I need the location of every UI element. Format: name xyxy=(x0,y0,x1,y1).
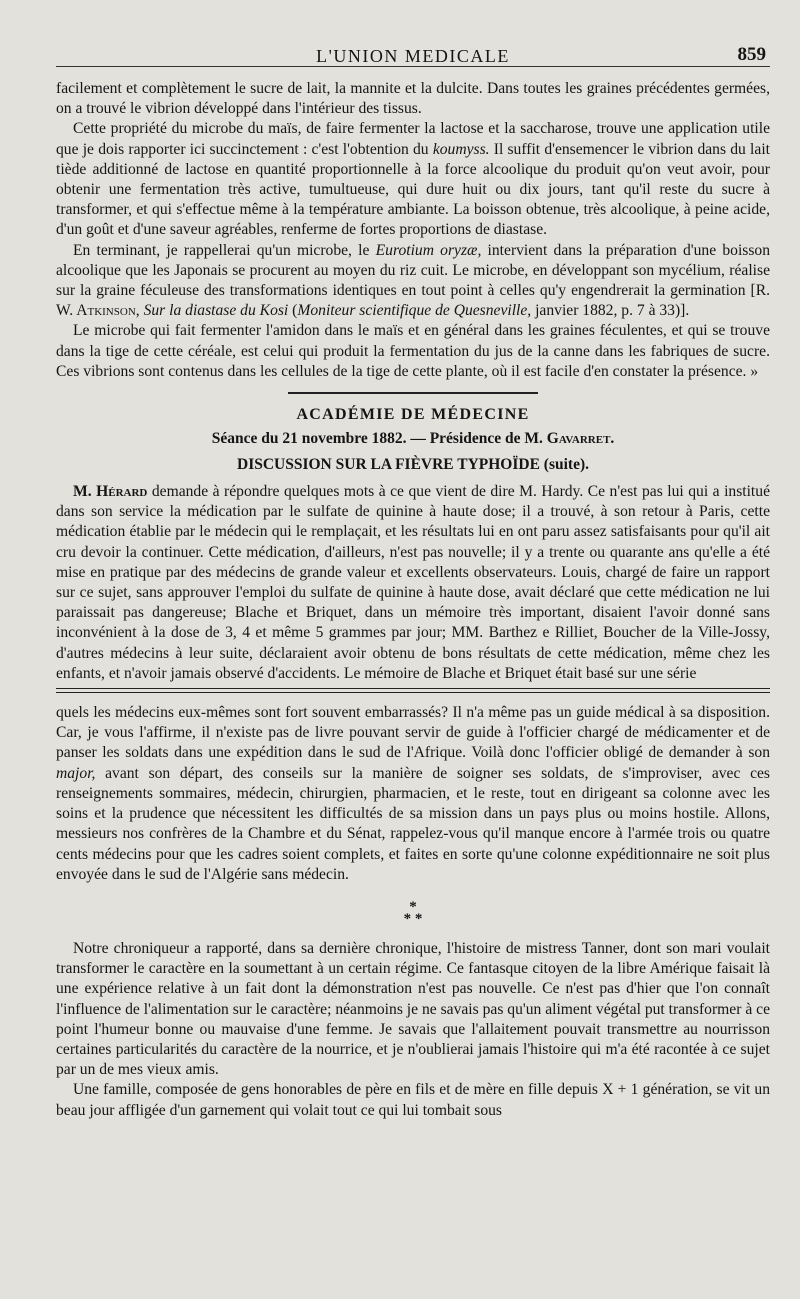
running-header xyxy=(56,36,770,67)
emphasis: Sur la diastase du Kosi xyxy=(139,302,289,320)
page-number: 859 xyxy=(737,44,766,65)
feuilleton-section xyxy=(56,703,770,1121)
academie-section xyxy=(56,406,770,684)
paragraph: Une famille, composée de gens honorables de père en fils et de mère en fille depuis X + 1 génération, se vit un beau jour affligée d'un garnement qui volait tout ce qui lui tombait sous xyxy=(56,1081,770,1119)
session-line: Séance du 21 novembre 1882. — Présidence de M. Gavarret. xyxy=(211,430,615,448)
paragraph: quels les médecins eux-mêmes sont fort souvent embarrassés? Il n'a même pas un guide médical à sa disposition. Car, je vous l'affirme, il n'existe pas de livre pouvant servir de guide à l'officier chargé de médicamenter et de panser les soldats dans une expédition dans le sud de l'Afrique. Voilà donc l'officier obligé de demander à son major, avant son départ, des conseils sur la manière de soigner ses soldats, de s'improviser, avec ces renseignements sommaires, médecin, chirurgien, pharmacien, et le reste, tout en dirigeant sa colonne avec les soins et la prudence que nécessitent les difficultés de sa mission dans un pays plus ou moins hostile. Allons, messieurs nos confrères de la Chambre et du Sénat, rappelez-vous qu'il manque encore à l'armée trois ou quatre cents médecins pour que les cadres soient complets, et faites en sorte qu'une colonne expéditionnaire ne soit plus envoyée dans le sud de l'Algérie sans médecin. xyxy=(56,704,770,883)
asterism: * * * xyxy=(403,898,423,927)
emphasis: major, xyxy=(56,764,96,782)
paragraph: Cette propriété du microbe du maïs, de faire fermenter la lactose et la saccharose, trouve une application utile que je dois rapporter ici succinctement : c'est l'obtention du koumyss. Il suffit d'ensemencer le vibrion dans du lait tiède additionné de lactose en quantité proportionnelle à la force alcoolique du produit qu'on veut avoir, pour obtenir une fermentation très active, tumultueuse, qui dure huit ou dix jours, tant qu'il reste du sucre à transformer, et qui s'effectue même à la température ambiante. La boisson obtenue, très alcoolique, à peine acide, d'un goût et d'une saveur agréables, renferme de fortes proportions de diastase. xyxy=(56,120,770,239)
feuilleton-divider xyxy=(56,688,770,693)
paragraph: Le microbe qui fait fermenter l'amidon dans le maïs et en général dans les graines féculentes, et qui se trouve dans la tige de cette céréale, est celui qui produit la fermentation du jus de la canne dans les fabriques de sucre. Ces vibrions sont contenus dans les cellules de la tige de cette plante, où il est facile d'en constater la présence. » xyxy=(56,322,770,380)
president-name: Gavarret. xyxy=(546,430,615,448)
author-name: R. W. Atkinson, xyxy=(56,282,770,320)
paragraph: En terminant, je rappellerai qu'un microbe, le Eurotium oryzæ, intervient dans la préparation d'une boisson alcoolique que les Japonais se procurent au moyen du riz cuit. Le microbe, en développant son mycélium, réalise sur la graine féculeuse des transformations identiques en tout point à celles qu'y engendrerait la germination [R. W. Atkinson, Sur la diastase du Kosi (Moniteur scientifique de Quesneville, janvier 1882, p. 7 à 33)]. xyxy=(56,241,771,320)
paragraph: M. Hérard demande à répondre quelques mots à ce que vient de dire M. Hardy. Ce n'est pas lui qui a institué dans son service la médication par le sulfate de quinine à haute dose; il a trouvé, à son retour à Paris, cette médication établie par le médecin qui le remplaçait, et les résultats lui en ont paru assez satisfaisants pour qu'il ait cru devoir la continuer. Cette médication, d'ailleurs, n'est pas nouvelle; il y a trente ou quarante ans qu'elle a été mise en pratique par des médecins de grande valeur et excellents observateurs. Louis, chargé de faire un rapport sur ce sujet, sans approuver l'emploi du sulfate de quinine à haute dose, avait déclaré que cette médication ne lui paraissait pas dangereuse; Blache et Briquet, dans un mémoire très important, disaient l'avoir donné sans inconvénient à la dose de 3, 4 et même 5 grammes par jour; MM. Barthez e Rilliet, Boucher de la Ville-Jossy, d'autres médecins à leur suite, déclaraient avoir obtenu de bons résultats de cette médication, même chez les enfants, et n'avoir jamais observé d'accidents. Le mémoire de Blache et Briquet était basé sur une série xyxy=(56,483,770,682)
emphasis: Moniteur scientifique de Quesneville, xyxy=(297,302,532,320)
journal-title: L'UNION MEDICALE xyxy=(316,46,510,66)
paragraph: Notre chroniqueur a rapporté, dans sa dernière chronique, l'histoire de mistress Tanner, dont son mari voulait transformer le caractère en la soumettant à un certain régime. Ce fantasque citoyen de la libre Amérique faisait là une expérience relative à un fait dont la démonstration n'est pas nouvelle. Ce n'est pas d'hier que l'on connaît l'influence de l'alimentation sur le caractère; néanmoins je ne savais pas qu'un aliment végétal put transformer à ce point l'humeur bonne ou mauvaise d'une femme. Je savais que l'allaitement pouvait transmettre au nourrisson certaines particularités du caractère de la nourrice, et je n'oublierai jamais l'histoire qui m'a été racontée à ce sujet par un de mes vieux amis. xyxy=(56,939,770,1079)
speaker-name: M. Hérard xyxy=(73,483,148,501)
emphasis: koumyss. xyxy=(432,140,490,158)
discussion-title: DISCUSSION SUR LA FIÈVRE TYPHOÏDE (suite). xyxy=(237,456,589,474)
section-heading: ACADÉMIE DE MÉDECINE xyxy=(296,406,530,424)
article-continuation xyxy=(56,79,770,382)
paragraph: facilement et complètement le sucre de lait, la mannite et la dulcite. Dans toutes les graines précédentes germées, on a trouvé le vibrion développé dans l'intérieur des tissus. xyxy=(56,80,770,118)
section-separator xyxy=(288,392,538,394)
emphasis: Eurotium oryzæ, xyxy=(375,241,482,259)
